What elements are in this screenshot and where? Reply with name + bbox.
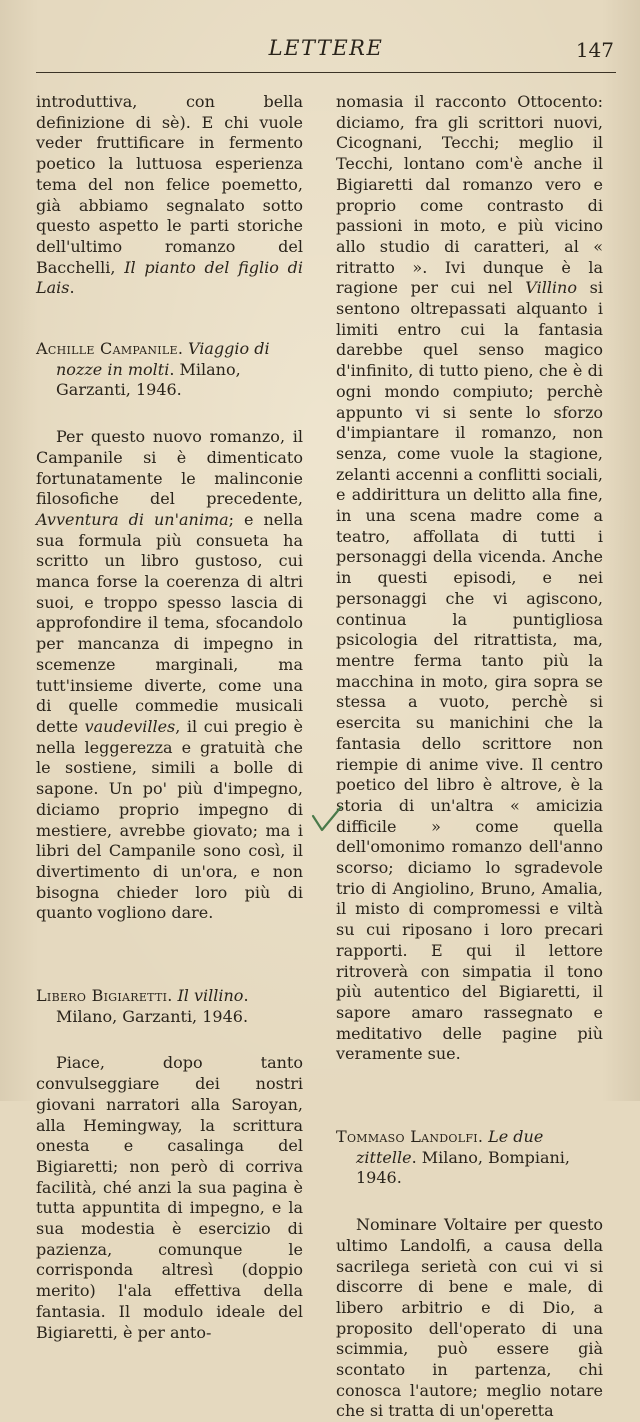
review-publication: Milano, Garzanti, 1946. [56,1006,249,1026]
section-gap [36,299,303,339]
page-header [36,32,616,73]
review-publication: Milano, Bompiani, 1946. [356,1147,570,1188]
body-text: ; e nella sua formula più consueta ha scritto un libro gustoso, cui manca forse la coerenza di altri suoi, e troppo spesso lascia di approfondire il tema, sfocandolo per mancanza di impegno in scemenze marginali, ma tutt'insieme diverte, come una di quelle commedie musicali dette [36,509,303,736]
section-gap [336,1189,603,1215]
handwritten-check-mark-icon [310,804,344,834]
intro-text: introduttiva, con bella definizione di sè). E chi vuole veder fruttificare in fermento poetico la luttuosa esperienza tema del non felice poemetto, già abbiamo segnalato sotto questo aspetto le parti storiche dell'ultimo romanzo del Bacchelli, [36,92,303,277]
page-number: 147 [575,38,614,62]
review-heading-bigiaretti: Libero Bigiaretti. Il villino. Milano, Garzanti, 1946. [36,986,249,1026]
intro-text-end: . [69,278,75,298]
body-text: si sentono oltrepassati alquanto i limiti entro cui la fantasia darebbe quel senso magico d'infinito, di tutto pieno, che è di ogni mondo compiuto; perchè appunto vi si sente lo sforzo d'impiantare il romanzo, non senza, come vuole la stagione, zelanti accenni a conflitti sociali, e addirittura un delitto alla fine, in una scena madre come a teatro, affollata di tutti i personaggi della vicenda. Anche in questi episodi, e nei personaggi che vi agiscono, continua la puntigliosa psicologia del ritrattista, ma, mentre ferma tanto più la macchina in moto, gira sopra se stessa a vuoto, perchè si esercita su manichini che la fantasia dello scrittore non riempie di anime vive. Il centro poetico del libro è altrove, è la storia di un'altra « amicizia difficile » come quella dell'omonimo romanzo dell'anno scorso; diciamo lo sgradevole trio di Angiolino, Bruno, Amalia, il misto di compromessi e viltà su cui riposano i loro precari rapporti. E qui il lettore ritroverà con simpatia il tono più autentico del Bigiaretti, il sapore amaro rassegnato e meditativo delle pagine più veramente sue. [336,278,603,1064]
right-column [336,92,603,1422]
left-column [36,92,303,1343]
review-title: Le due zittelle [356,1127,544,1167]
section-gap [36,924,303,986]
review-heading-landolfi: Tommaso Landolfi. Le due zittelle. Milano, Bompiani, 1946. [336,1127,570,1188]
intro-work-title: Il pianto del figlio di Lais [36,257,304,298]
section-gap [336,1065,603,1127]
intro-paragraph [36,92,303,299]
section-gap [36,1027,303,1053]
review-body-campanile [36,427,303,924]
review-body-landolfi: Nominare Voltaire per questo ultimo Landolfi, a causa della sacrilega serietà con cui vi si discorre di bene e male, di libero arbitrio e di Dio, a proposito dell'operato di una scimmia, può essere già scontato in partenza, chi conosca l'autore; meglio notare che si tratta di un'operetta [336,1215,603,1421]
review-body-bigiaretti-start: Piace, dopo tanto convulseggiare dei nostri giovani narratori alla Saroyan, alla Hemingway, la scrittura onesta e casalinga del Bigiaretti; non però di corriva facilità, ché anzi la sua pagina è tutta appuntita di impegno, e la sua modestia è esercizio di pazienza, comunque le corrisponda altresì (doppio merito) l'ala effettiva della fantasia. Il modulo ideale del Bigiaretti, è per anto- [36,1053,303,1342]
body-text: Per questo nuovo romanzo, il Campanile si è dimenticato fortunatamente le malinconie filosofiche del precedente, [36,427,303,509]
review-author: Libero Bigiaretti [36,986,168,1006]
body-work-title: vaudevilles [84,716,176,736]
body-text: , il cui pregio è nella leggerezza e gratuità che le sostiene, simili a bolle di sapone. Un po' più d'impegno, diciamo proprio impegno di mestiere, avrebbe giovato; ma i libri del Campanile sono così, il divertimento di un'ora, e non bisogna chieder loro più di quanto vogliono dare. [36,716,303,923]
review-title: Il villino [177,986,244,1006]
body-text: nomasia il racconto Ottocento: diciamo, fra gli scrittori nuovi, Cicognani, Tecchi; meglio il Tecchi, lontano com'è anche il Bigiaretti dal romanzo vero e proprio come contrasto di passioni in moto, e più vicino allo studio di caratteri, al « ritratto ». Ivi dunque è la ragione per cui nel [336,92,603,298]
review-body-bigiaretti-cont [336,92,603,1065]
body-work-title: Villino [525,278,577,298]
review-author: Achille Campanile [36,339,178,359]
review-publication: Milano, Garzanti, 1946. [56,359,241,400]
review-title: Viaggio di nozze in molti [56,339,270,379]
running-title: LETTERE [268,36,384,60]
review-heading-campanile: Achille Campanile. Viaggio di nozze in molti. Milano, Garzanti, 1946. [36,339,270,400]
body-work-title: Avventura di un'anima [36,509,229,529]
section-gap [36,401,303,427]
review-author: Tommaso Landolfi [336,1127,478,1147]
